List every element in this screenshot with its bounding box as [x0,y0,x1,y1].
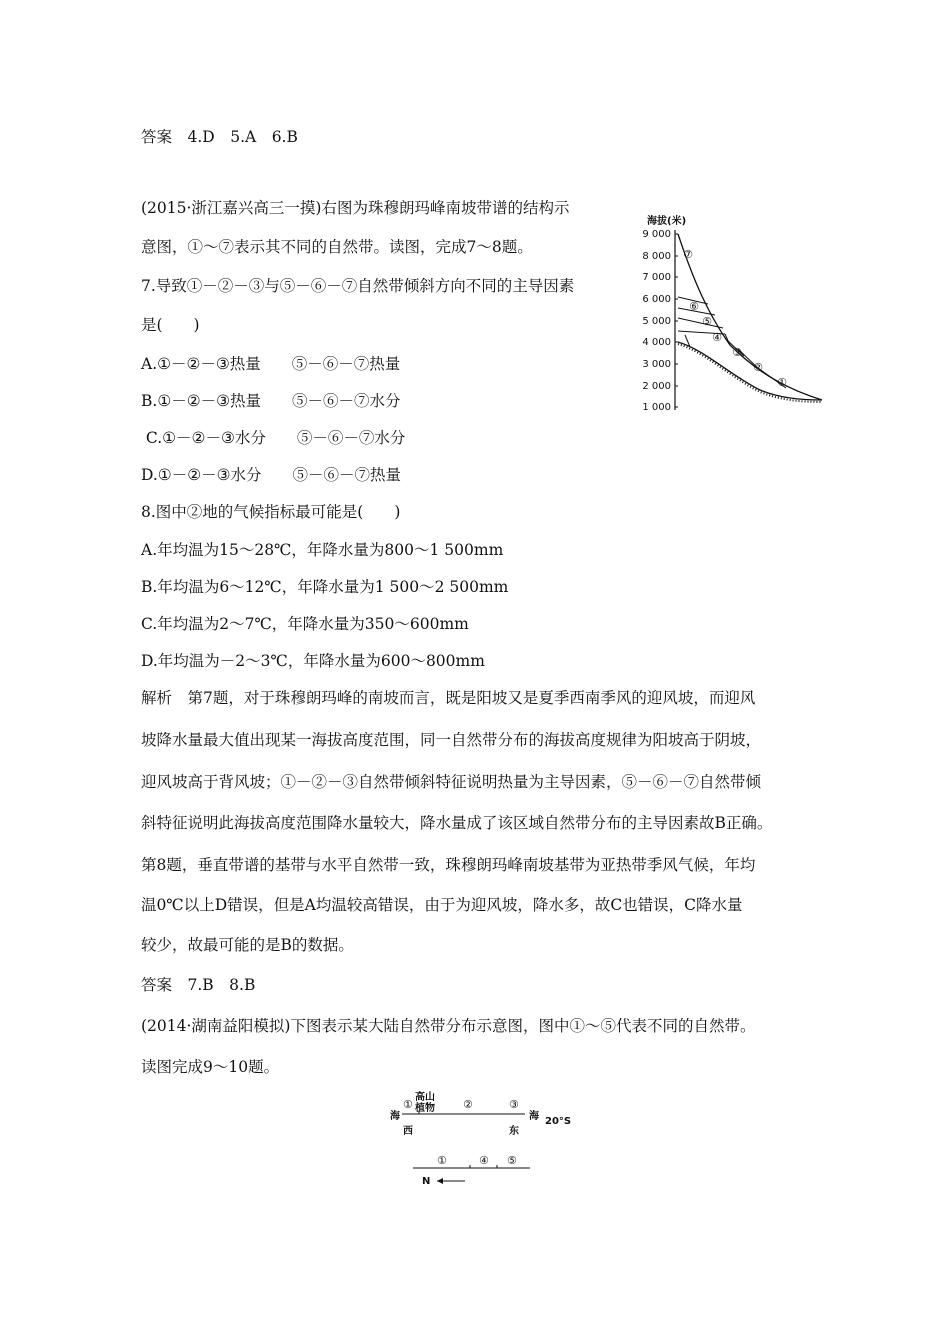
ground-base [678,342,822,400]
intro-9-10-line1: (2014·湖南益阳模拟)下图表示某大陆自然带分布示意图，图中①～⑤代表不同的自然带。 [141,1017,756,1035]
intro-7-8-line2: 意图，①～⑦表示其不同的自然带。读图，完成7～8题。 [141,238,533,256]
top-zone-2: ② [463,1098,473,1111]
north-label: N [422,1176,431,1187]
bottom-zone-5: ⑤ [507,1154,517,1167]
east-sea-label: 海 [529,1111,539,1122]
zone-5-label: ⑤ [702,315,712,328]
tick-5000: 5 000 [642,316,671,327]
analysis-line4: 斜特征说明此海拔高度范围降水量较大，降水量成了该区域自然带分布的主导因素故B正确。 [141,814,773,832]
analysis-line5: 第8题，垂直带谱的基带与水平自然带一致，珠穆朗玛峰南坡基带为亚热带季风气候，年均 [141,856,756,874]
bottom-zone-1: ① [437,1154,447,1167]
mountain-slope [678,234,822,400]
zone-3-label: ③ [732,346,742,359]
tick-2000: 2 000 [642,381,671,392]
tick-6000: 6 000 [642,294,671,305]
question-7-option-b: B.①－②－③热量 ⑤－⑥－⑦水分 [141,392,401,410]
question-8-option-d: D.年均温为－2～3℃，年降水量为600～800mm [141,652,485,670]
question-7-line1: 7.导致①－②－③与⑤－⑥－⑦自然带倾斜方向不同的主导因素 [141,277,575,295]
question-7-option-a: A.①－②－③热量 ⑤－⑥－⑦热量 [141,355,401,373]
tick-4000: 4 000 [642,337,671,348]
alpine-label-1: 高山 [415,1092,435,1103]
zone-1-label: ① [777,376,787,389]
zone-7-label: ⑦ [683,248,693,261]
question-7-option-d: D.①－②－③水分 ⑤－⑥－⑦热量 [141,466,401,484]
analysis-line3: 迎风坡高于背风坡；①－②－③自然带倾斜特征说明热量为主导因素，⑤－⑥－⑦自然带倾 [141,773,762,791]
west-label: 西 [403,1126,413,1137]
latitude-label: 20°S [545,1116,572,1127]
west-sea-label: 海 [390,1111,400,1122]
diagram-ylabel: 海拔(米) [647,216,687,227]
analysis-line7: 较少，故最可能的是B的数据。 [141,936,354,954]
continent-zones-diagram [385,1088,575,1188]
east-label: 东 [509,1126,519,1137]
tick-7000: 7 000 [642,272,671,283]
top-zone-1: ① [403,1098,413,1111]
tick-3000: 3 000 [642,359,671,370]
tick-1000: 1 000 [642,402,671,413]
intro-9-10-line2: 读图完成9～10题。 [141,1058,280,1076]
answer-7-8: 答案 7.B 8.B [141,976,256,994]
zone-2-label: ② [753,361,763,374]
question-8: 8.图中②地的气候指标最可能是( ) [141,503,401,521]
tick-9000: 9 000 [642,229,671,240]
question-8-option-b: B.年均温为6～12℃，年降水量为1 500～2 500mm [141,578,509,596]
question-8-option-c: C.年均温为2～7℃，年降水量为350～600mm [141,615,469,633]
everest-slope-diagram [630,210,830,415]
analysis-line6: 温0℃以上D错误，但是A均温较高错误，由于为迎风坡，降水多，故C也错误，C降水量 [141,896,743,914]
top-zone-3: ③ [509,1098,519,1111]
zone-4-label: ④ [712,331,722,344]
alpine-label-2: 植物 [415,1103,435,1114]
intro-7-8-line1: (2015·浙江嘉兴高三一摸)右图为珠穆朗玛峰南坡带谱的结构示 [141,199,570,217]
question-8-option-a: A.年均温为15～28℃，年降水量为800～1 500mm [141,541,504,559]
question-7-option-c: C.①－②－③水分 ⑤－⑥－⑦水分 [141,429,406,447]
answer-4-6: 答案 4.D 5.A 6.B [141,128,298,146]
bottom-zone-4: ④ [479,1154,489,1167]
analysis-line2: 坡降水量最大值出现某一海拔高度范围，同一自然带分布的海拔高度规律为阳坡高于阴坡， [141,731,762,749]
tick-8000: 8 000 [642,251,671,262]
analysis-line1: 解析 第7题，对于珠穆朗玛峰的南坡而言，既是阳坡又是夏季西南季风的迎风坡，而迎风 [141,689,756,707]
zone-6-label: ⑥ [689,300,699,313]
question-7-line2: 是( ) [141,316,200,334]
